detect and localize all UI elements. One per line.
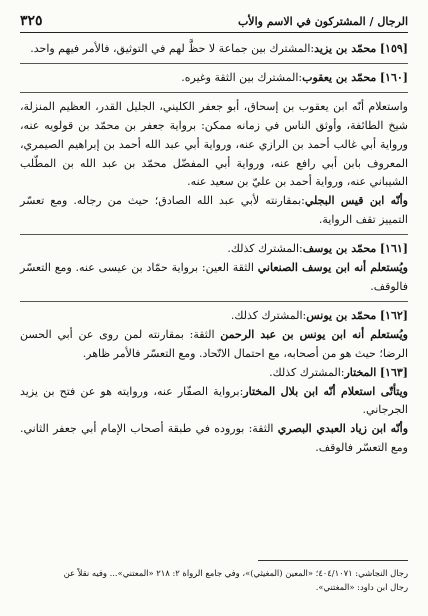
entry-text: :المشترك بين جماعة لا حظَّ لهم في التوثيق، فالأمر فيهم واحد. xyxy=(30,42,315,55)
entry-160 xyxy=(20,69,408,88)
paragraph-kulayni: واستعلام أنّه ابن يعقوب بن إسحاق، أبو جعفر الكليني، الجليل القدر، العظيم المنزلة، شيخ الطائفة، وأوثق الناس في زمانه ممكن: برواية جعفر بن محمّد بن قولويه عنه، ورواية أبي غالب أحمد بن الرازي عنه، ورواية أبي عبد الله أحمد بن إبراهيم الصيمري، المعروف بابن أبي رافع عنه، ورواية أبي المفضّل محمّد بن عبد الله بن المطّلب الشيباني عنه، ورواية أحمد بن عليّ بن سعيد عنه. xyxy=(20,99,408,189)
paragraph-ibn-bilal xyxy=(20,383,408,421)
divider xyxy=(20,301,408,302)
entry-name: المختار xyxy=(344,365,377,379)
entry-number: [١٦٢] xyxy=(379,308,408,322)
paragraph-text: :برواية الصفّار عنه، وروايته هو عن فتح بن يزيد الجرجاني. xyxy=(20,384,408,417)
paragraph-name: ويُستعلم أنه ابن يوسف الصنعاني xyxy=(257,261,408,275)
entry-name: محمّد بن يعقوب xyxy=(302,70,377,84)
footnote xyxy=(20,566,408,594)
paragraph-name: وأنّه ابن زياد العبدي البصري xyxy=(277,422,409,436)
divider xyxy=(20,63,408,64)
paragraph-text: الثقة: بمقارنته لمن روى عن أبي الحسن الرضا؛ حيث هو من أصحابه، مع احتمال الاتّحاد. ومع التعسّر فالأمر ظاهر. xyxy=(20,327,408,360)
running-title: الرجال / المشتركون في الاسم والأب xyxy=(237,14,408,28)
paragraph-text: الثقة: بوروده في طبقة أصحاب الإمام أبي جعفر الثاني. ومع التعسّر فالوقف. xyxy=(20,422,408,455)
entry-number: [١٦١] xyxy=(379,242,408,256)
entry-161 xyxy=(20,240,408,259)
entry-name: محمّد بن يزيد xyxy=(314,42,377,55)
entry-number: [١٦٣] xyxy=(379,365,408,379)
page-number: ٣٢٥ xyxy=(20,13,43,29)
entry-text: :المشترك كذلك. xyxy=(227,242,303,256)
entry-162 xyxy=(20,307,408,326)
paragraph-ibn-yunus xyxy=(20,326,408,364)
entry-163 xyxy=(20,364,408,383)
paragraph-text: :بمقارنته لأبي عبد الله الصادق؛ حيث من رجاله. ومع تعسّر التمييز تقف الرواية. xyxy=(20,194,408,227)
page-header xyxy=(20,10,408,33)
entry-text: :المشترك كذلك. xyxy=(230,308,307,322)
footnote-line: رجال ابن داود: «المغتني». xyxy=(315,582,408,592)
entry-name: محمّد بن يوسف xyxy=(302,242,377,256)
paragraph-text: الثقة العين: برواية حمّاد بن عيسى عنه. ومع التعسّر فالوقف. xyxy=(20,261,408,293)
paragraph-bajali xyxy=(20,192,408,230)
paragraph-name: ويُستعلم أنه ابن يونس بن عبد الرحمن xyxy=(220,327,408,341)
paragraph-name: وأنّه ابن قيس البجلي xyxy=(304,194,408,208)
paragraph-name: ويتأتّى استعلام أنّه ابن بلال المختار xyxy=(243,384,408,398)
divider xyxy=(20,92,408,93)
entry-text: :المشترك بين الثقة وغيره. xyxy=(181,70,303,84)
entry-text: :المشترك كذلك. xyxy=(269,365,345,379)
page-body xyxy=(20,40,408,458)
footnote-separator xyxy=(258,560,408,561)
paragraph-sanani xyxy=(20,259,408,297)
entry-number: [١٦٠] xyxy=(379,70,408,84)
paragraph-ibn-ziyad xyxy=(20,420,408,458)
divider xyxy=(20,234,408,235)
entry-159 xyxy=(20,40,408,59)
entry-name: محمّد بن يونس xyxy=(306,308,377,322)
entry-number: [١٥٩] xyxy=(379,42,408,55)
footnote-line: رجال النجاشي: ٤٠٤/١٠٧١؛ «المعين (المغيثي)»، وفي جامع الرواة ٢: ٢١٨ «المعتني»... وفيه نقلاً عن xyxy=(63,568,408,578)
